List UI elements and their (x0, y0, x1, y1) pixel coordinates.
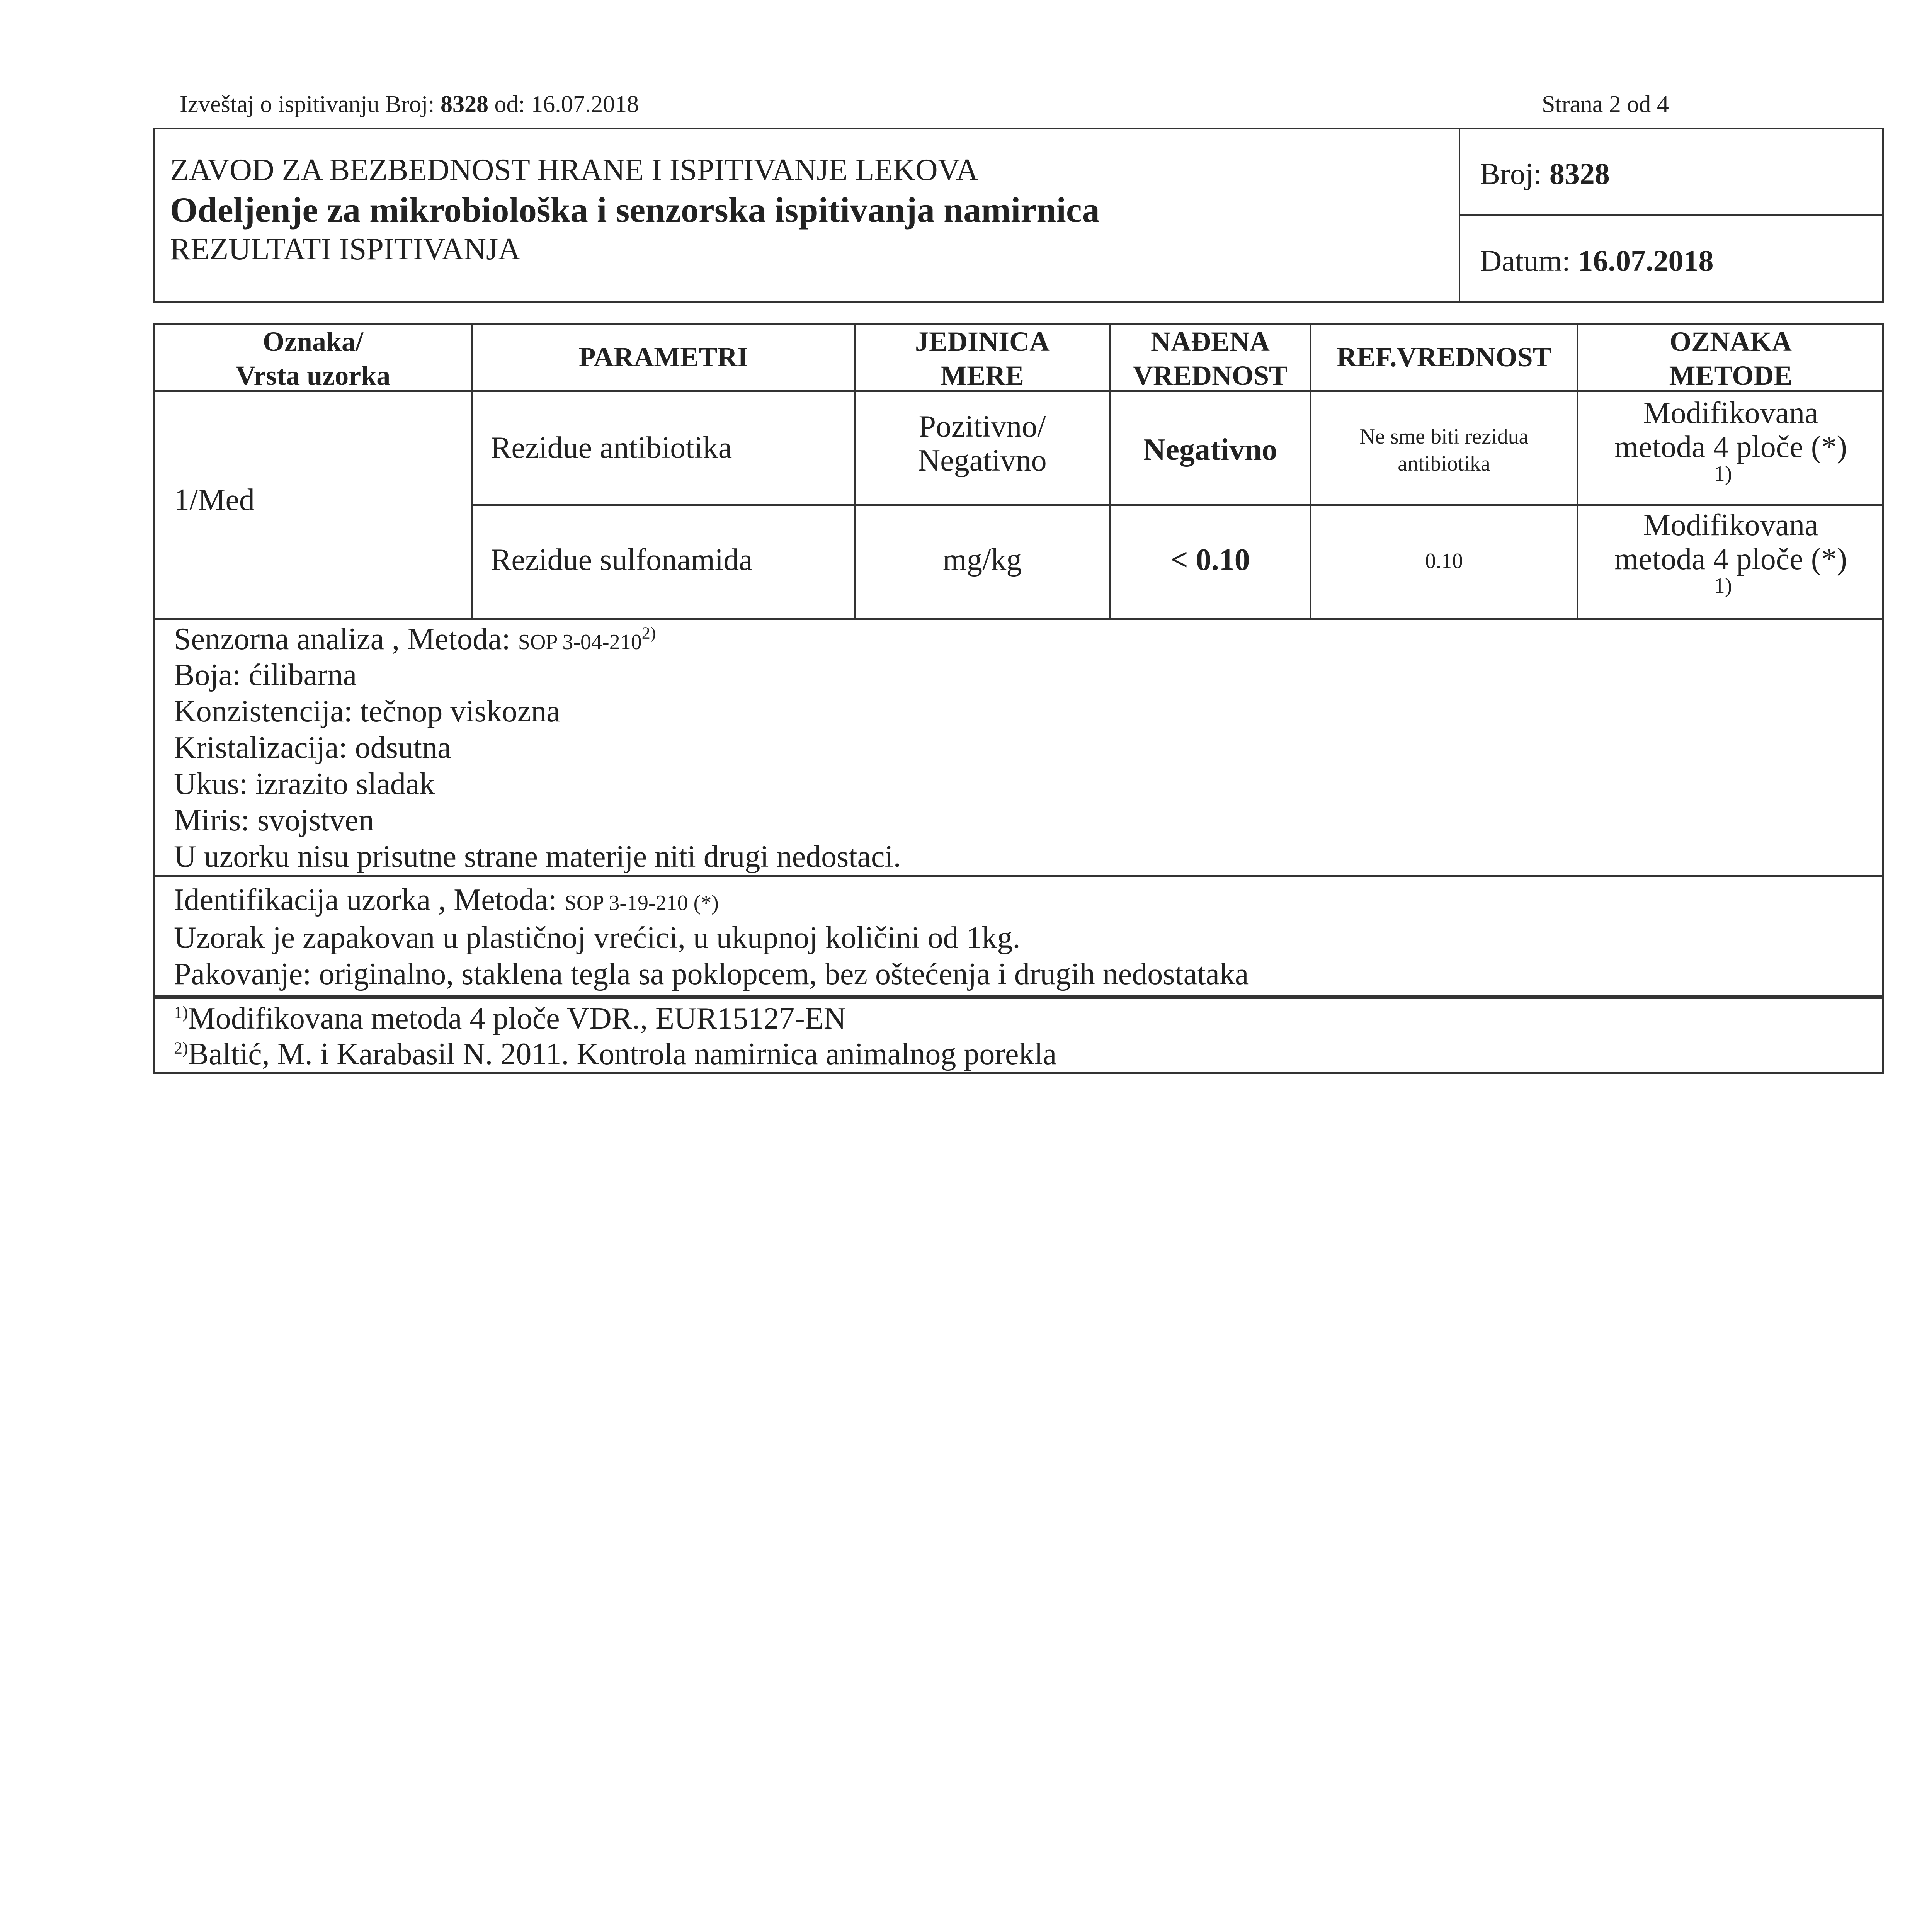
identification-line-packaging: Pakovanje: originalno, staklena tegla sa poklopcem, bez oštećenja i drugih nedostataka (174, 957, 1249, 991)
row2-unit: mg/kg (942, 543, 1022, 577)
report-od-label: od: (494, 91, 525, 117)
sensory-line-taste: Ukus: izrazito sladak (174, 767, 435, 801)
col-header-found-l2: VREDNOST (1133, 360, 1288, 391)
row2-method (1578, 508, 1883, 598)
sensory-lines (174, 657, 901, 875)
col-header-sample (155, 325, 471, 393)
footnote-1-text: Modifikovana metoda 4 ploče VDR., EUR15127-EN (188, 1002, 846, 1036)
identification-title: Identifikacija uzorka , Metoda: (174, 883, 557, 917)
identification-line-packing: Uzorak je zapakovan u plastičnoj vrećici, u ukupnoj količini od 1kg. (174, 921, 1021, 955)
row2-method-note: 1) (1714, 574, 1732, 598)
footnote-2-mark: 2) (174, 1038, 188, 1058)
broj-field (1480, 156, 1610, 191)
row1-ref (1311, 423, 1577, 477)
sensory-line-consistency: Konzistencija: tečnop viskozna (174, 694, 560, 728)
row1-method-l2: metoda 4 ploče (*) (1614, 430, 1847, 464)
row1-ref-l2: antibiotika (1398, 452, 1490, 476)
datum-label: Datum: (1480, 244, 1570, 277)
row1-method (1578, 396, 1883, 486)
sensory-line-smell: Miris: svojstven (174, 803, 374, 837)
footnote-2 (174, 1036, 1056, 1072)
department-name: Odeljenje za mikrobiološka i senzorska ispitivanja namirnica (170, 190, 1100, 230)
col-header-unit-l2: MERE (941, 360, 1024, 391)
report-date: 16.07.2018 (531, 91, 639, 117)
sample-label: 1/Med (174, 483, 255, 517)
col-header-sample-l2: Vrsta uzorka (235, 360, 391, 391)
row1-unit (856, 410, 1109, 478)
table-row-rule (471, 504, 1884, 506)
row2-parameter: Rezidue sulfonamida (491, 543, 753, 577)
section-title: REZULTATI ISPITIVANJA (170, 232, 520, 266)
row2-method-l2: metoda 4 ploče (*) (1614, 542, 1847, 576)
footnotes (174, 1001, 1056, 1072)
footnote-1 (174, 1001, 1056, 1036)
identification-lines (174, 920, 1249, 992)
sensory-line-color: Boja: ćilibarna (174, 658, 357, 692)
report-prefix: Izveštaj o ispitivanju Broj: (180, 91, 435, 117)
col-header-sample-l1: Oznaka/ (262, 326, 364, 357)
row1-method-note: 1) (1714, 462, 1732, 486)
col-header-method-l2: METODE (1669, 360, 1793, 391)
broj-value: 8328 (1549, 157, 1610, 190)
identification-title-line (174, 883, 719, 920)
col-header-found (1111, 325, 1310, 393)
datum-field (1480, 243, 1713, 278)
col-header-method (1578, 325, 1883, 393)
sensory-note: 2) (641, 623, 656, 643)
row2-method-l1: Modifikovana (1643, 508, 1818, 542)
row1-method-l1: Modifikovana (1643, 396, 1818, 430)
sensory-line-foreign-matter: U uzorku nisu prisutne strane materije niti drugi nedostaci. (174, 840, 901, 874)
row1-unit-l1: Pozitivno/ (919, 410, 1046, 444)
sensory-method: SOP 3-04-210 (518, 630, 642, 654)
datum-value: 16.07.2018 (1578, 244, 1714, 277)
footnote-1-mark: 1) (174, 1003, 188, 1022)
page-number: Strana 2 od 4 (1542, 91, 1669, 117)
broj-label: Broj: (1480, 157, 1542, 190)
report-meta-left (180, 91, 639, 118)
sensory-line-crystallization: Kristalizacija: odsutna (174, 731, 451, 765)
col-header-method-l1: OZNAKA (1669, 326, 1792, 357)
footnote-2-text: Baltić, M. i Karabasil N. 2011. Kontrola namirnica animalnog porekla (188, 1037, 1057, 1071)
analysis-divider (153, 875, 1884, 877)
row2-ref: 0.10 (1425, 549, 1463, 573)
sensory-title-line (174, 622, 656, 659)
row1-parameter: Rezidue antibiotika (491, 431, 732, 465)
row1-unit-l2: Negativno (918, 444, 1047, 478)
col-header-unit (856, 325, 1109, 393)
col-header-found-l1: NAĐENA (1150, 326, 1270, 357)
col-header-parameters: PARAMETRI (578, 342, 748, 372)
col-header-ref: REF.VREDNOST (1337, 342, 1551, 372)
identification-method: SOP 3-19-210 (*) (564, 891, 719, 915)
row1-found: Negativno (1143, 433, 1277, 467)
row1-ref-l1: Ne sme biti rezidua (1359, 425, 1529, 449)
report-number: 8328 (441, 91, 489, 117)
institute-name: ZAVOD ZA BEZBEDNOST HRANE I ISPITIVANJE LEKOVA (170, 153, 978, 187)
header-right-divider (1459, 214, 1884, 216)
sensory-title: Senzorna analiza , Metoda: (174, 622, 510, 656)
row2-found: < 0.10 (1170, 543, 1250, 577)
col-header-unit-l1: JEDINICA (915, 326, 1050, 357)
